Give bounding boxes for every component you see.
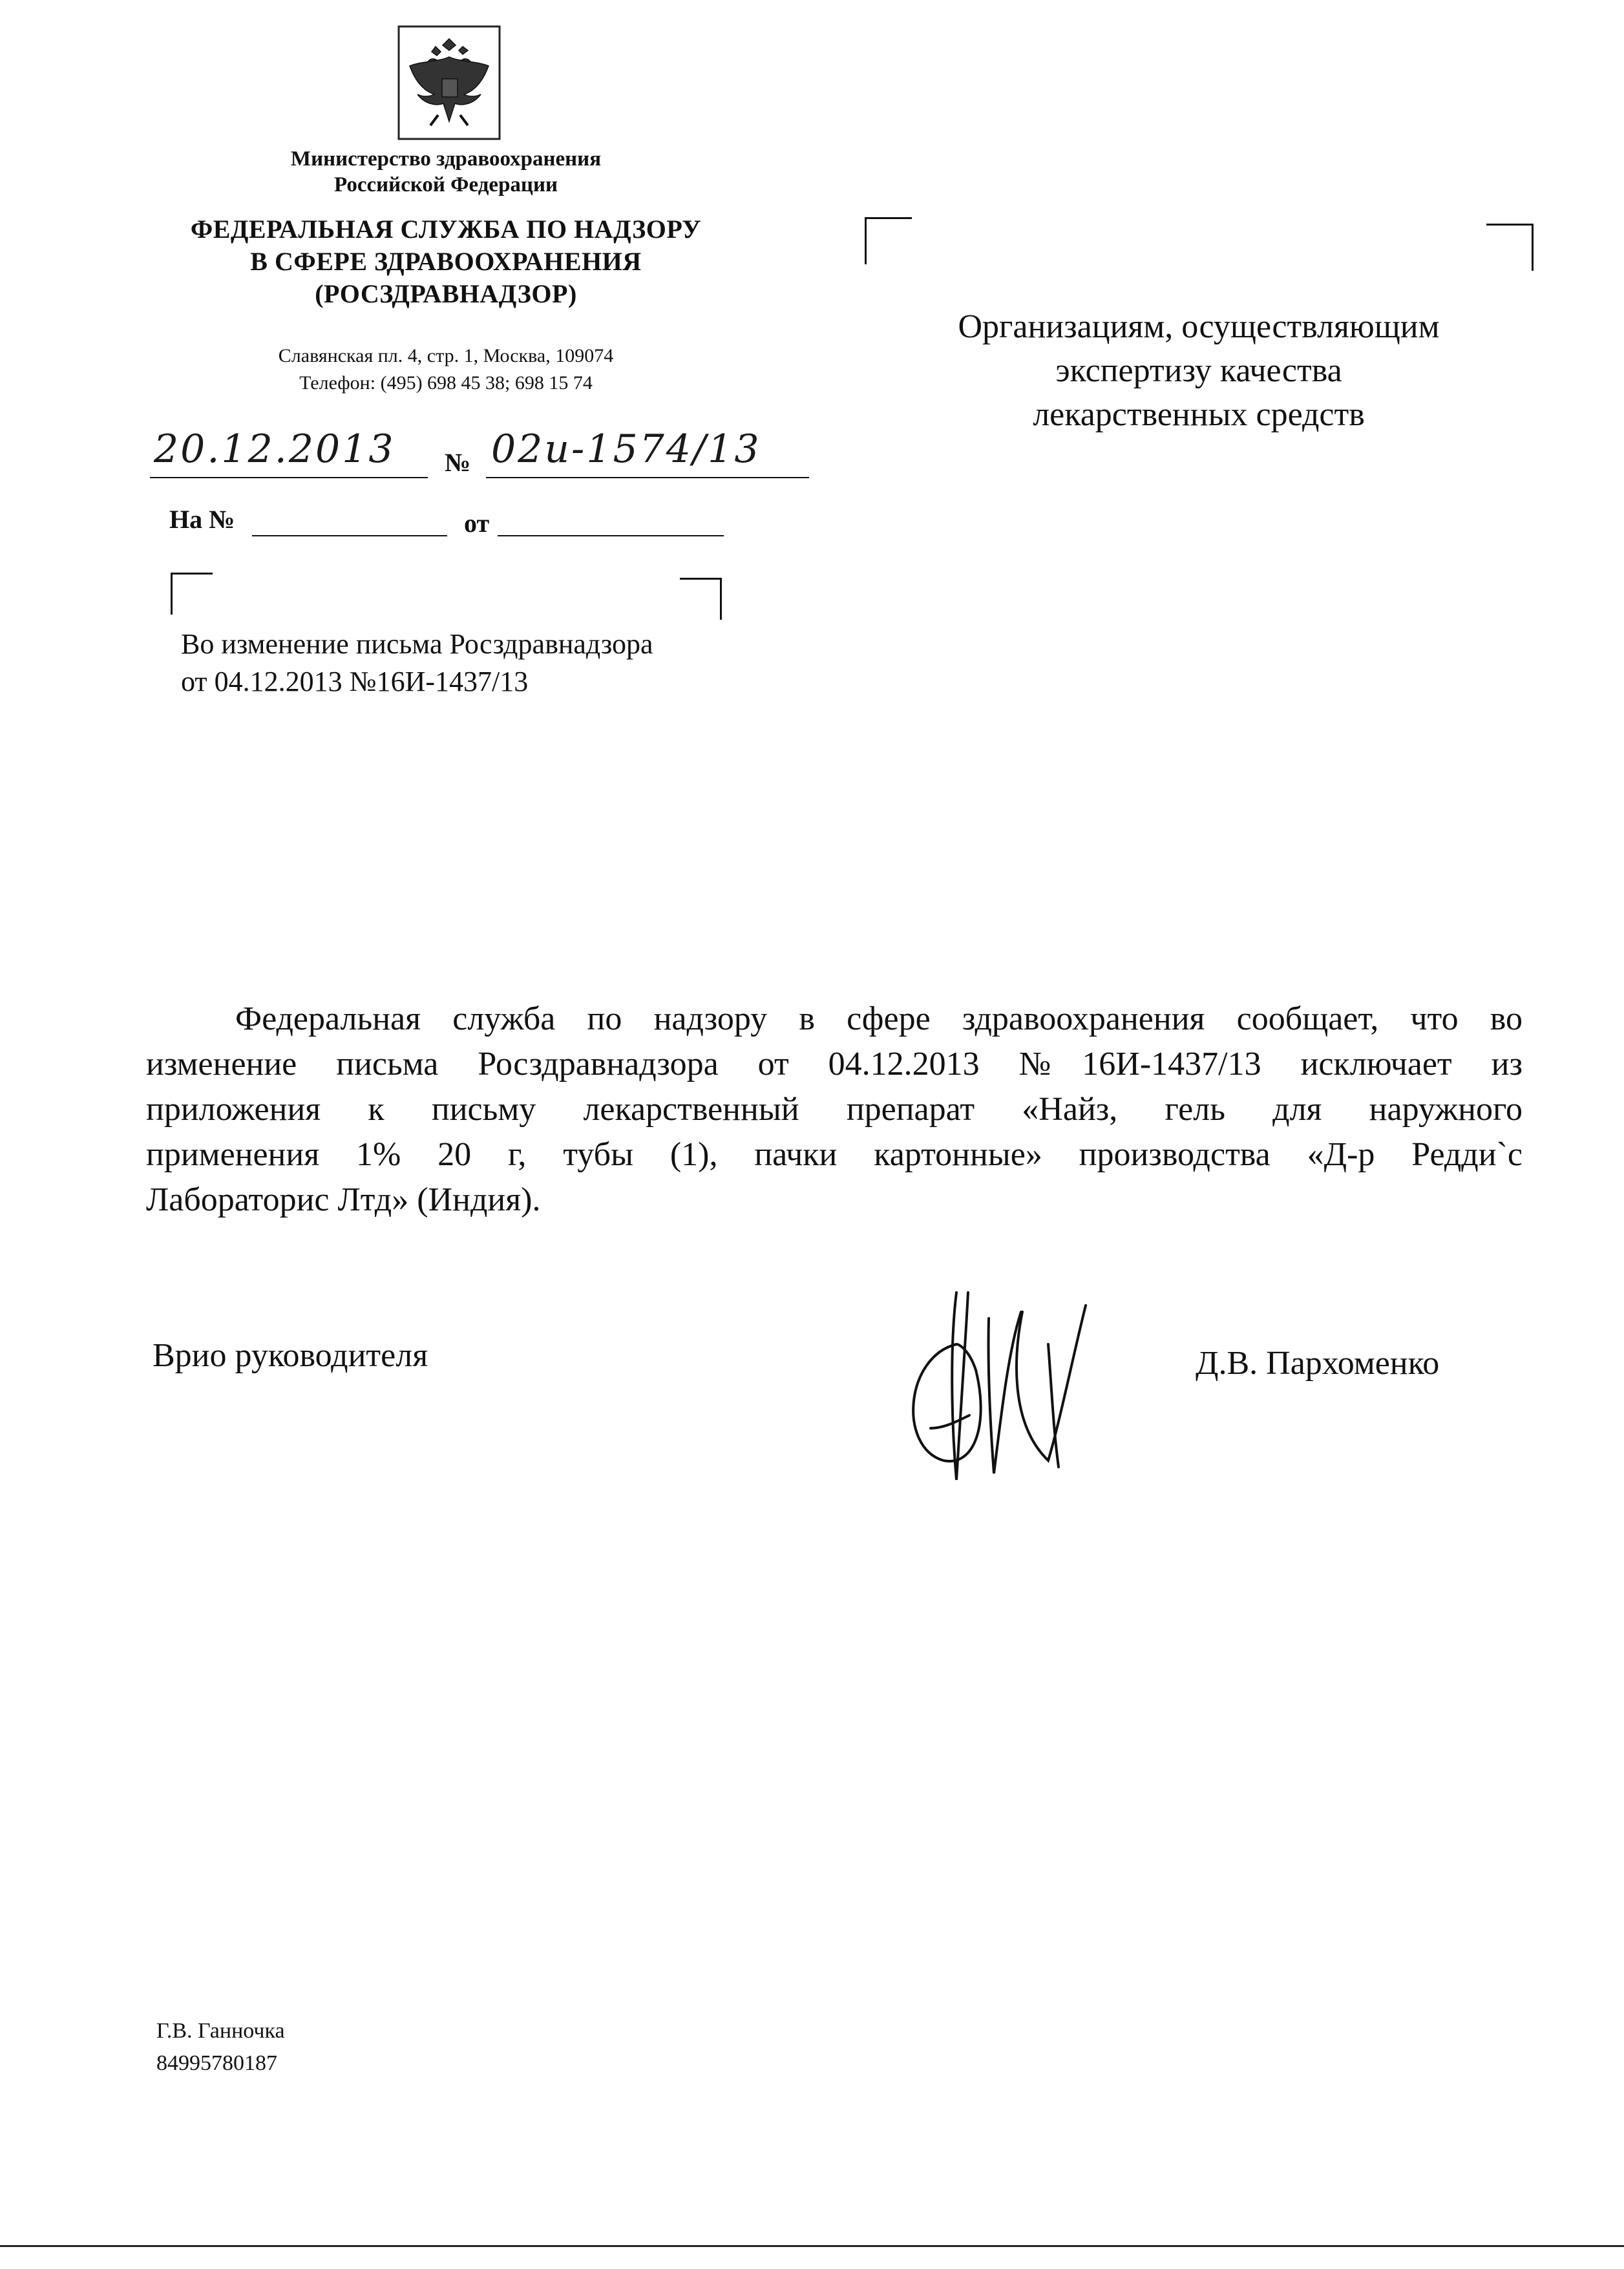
- from-label: от: [464, 509, 490, 538]
- ministry-line-2: Российской Федерации: [334, 173, 558, 196]
- executor-phone: 84995780187: [156, 2051, 277, 2075]
- date-underline: [150, 477, 428, 478]
- service-line-3: (РОСЗДРАВНАДЗОР): [315, 279, 577, 308]
- address: Славянская пл. 4, стр. 1, Москва, 109074: [278, 345, 614, 366]
- subject-corner-left: [171, 573, 213, 615]
- service-line-2: В СФЕРЕ ЗДРАВООХРАНЕНИЯ: [250, 247, 642, 276]
- subject-block: [181, 626, 653, 701]
- emblem: [397, 25, 501, 141]
- phone: Телефон: (495) 698 45 38; 698 15 74: [299, 372, 593, 394]
- recipient-line-3: лекарственных средств: [1033, 396, 1365, 433]
- subject-corner-right: [680, 578, 722, 620]
- body-line-4: применения 1% 20 г, тубы (1), пачки картонные» производства «Д-р Редди`с: [146, 1136, 1523, 1173]
- number-label: №: [445, 448, 471, 477]
- body-line-2: изменение письма Росздравнадзора от 04.12.2013 №16И-1437/13 исключает из: [146, 1046, 1523, 1082]
- address-block: [187, 343, 704, 397]
- signatory-name: Д.В. Пархоменко: [1196, 1345, 1440, 1382]
- ministry-line-1: Министерство здравоохранения: [290, 147, 602, 171]
- subject-line-2: от 04.12.2013 №16И-1437/13: [181, 666, 529, 697]
- reply-number-line: [252, 535, 447, 536]
- recipient-line-2: экспертизу качества: [1055, 352, 1342, 389]
- recipient-corner-right: [1486, 224, 1534, 271]
- registration-date: 20.12.2013: [154, 427, 395, 472]
- body-line-5: Лабораторис Лтд» (Индия).: [146, 1181, 541, 1218]
- reply-label: На №: [169, 505, 235, 534]
- registration-number: 02и-1574/13: [491, 427, 761, 472]
- body-line-3: приложения к письму лекарственный препарат «Найз, гель для наружного: [146, 1091, 1523, 1128]
- service-line-1: ФЕДЕРАЛЬНАЯ СЛУЖБА ПО НАДЗОРУ: [190, 215, 702, 244]
- recipient-corner-left: [865, 217, 912, 264]
- signatory-position: Врио руководителя: [153, 1337, 428, 1374]
- ministry-name: [187, 146, 704, 198]
- recipient-line-1: Организациям, осуществляющим: [958, 308, 1440, 345]
- service-name: [136, 213, 756, 310]
- reply-date-line: [498, 535, 724, 536]
- body-paragraph: [146, 997, 1523, 1223]
- body-line-1: Федеральная служба по надзору в сфере здравоохранения сообщает, что во: [235, 1000, 1523, 1037]
- number-underline: [486, 477, 809, 478]
- subject-line-1: Во изменение письма Росздравнадзора: [181, 628, 653, 660]
- executor-block: [156, 2015, 285, 2080]
- recipient-block: [866, 305, 1532, 437]
- page-bottom-edge: [0, 2245, 1624, 2247]
- handwritten-signature: [879, 1267, 1112, 1503]
- double-headed-eagle-icon: [397, 25, 501, 141]
- executor-name: Г.В. Ганночка: [156, 2019, 285, 2043]
